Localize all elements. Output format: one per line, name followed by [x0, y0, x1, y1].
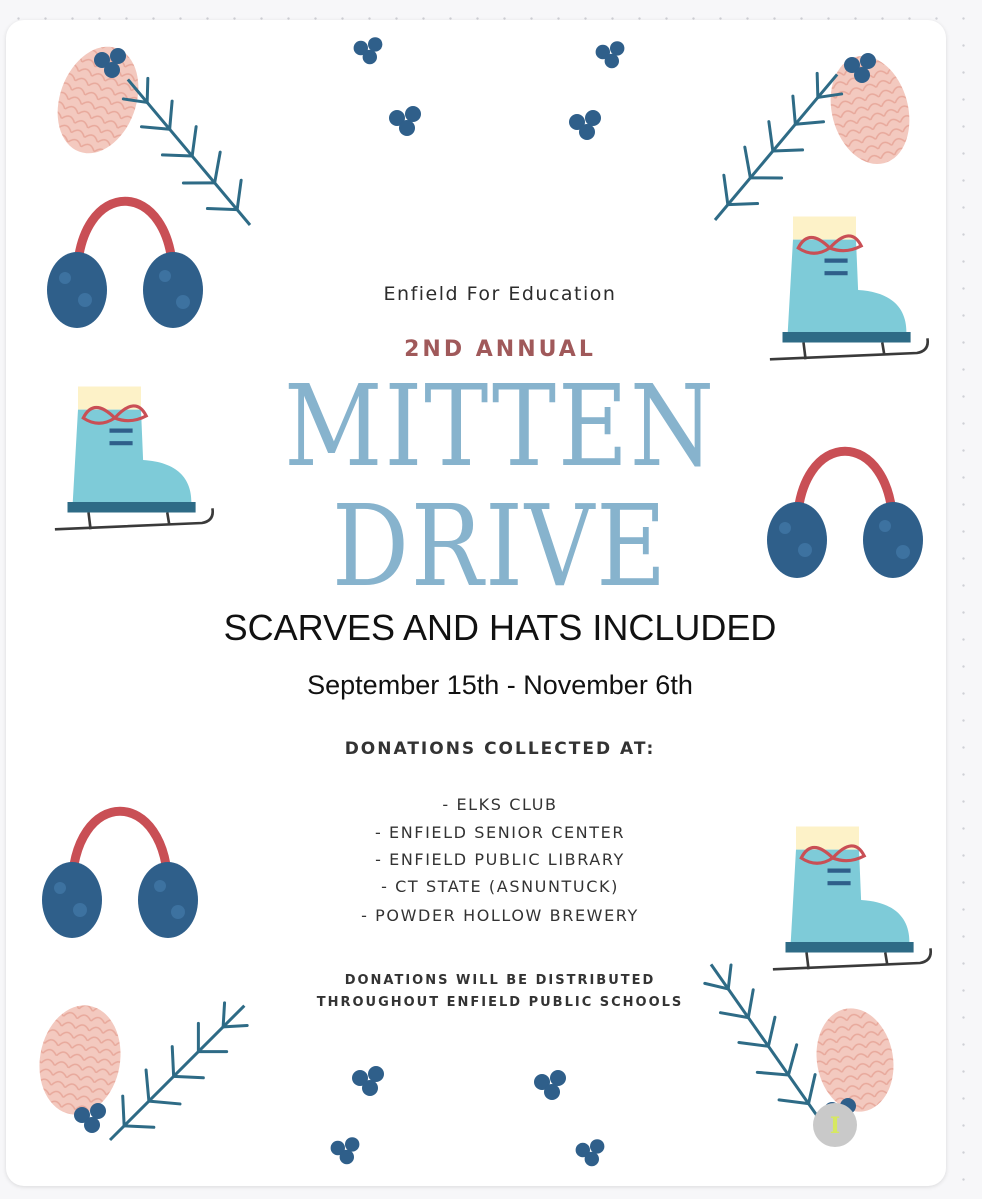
berry-cluster-icon — [389, 106, 421, 136]
earmuffs-icon — [47, 201, 203, 328]
berry-cluster-icon — [576, 1139, 605, 1166]
ice-skate-icon — [773, 827, 931, 970]
berry-cluster-icon — [534, 1070, 566, 1100]
logo-badge-icon — [813, 1103, 857, 1147]
location-item: - ENFIELD SENIOR CENTER — [374, 823, 626, 842]
organization-name: Enfield For Education — [383, 283, 617, 305]
pine-branch-icon — [93, 989, 261, 1157]
pine-branch-icon — [691, 951, 839, 1134]
ice-skate-icon — [55, 387, 213, 530]
berry-cluster-icon — [596, 41, 625, 68]
berry-cluster-icon — [331, 1137, 360, 1164]
date-range: September 15th - November 6th — [307, 670, 693, 700]
subtitle: SCARVES AND HATS INCLUDED — [223, 607, 777, 648]
berry-cluster-icon — [352, 1066, 384, 1096]
title-line-1: MITTEN — [284, 362, 716, 492]
location-item: - ELKS CLUB — [442, 795, 558, 814]
location-item: - CT STATE (ASNUNTUCK) — [381, 877, 619, 896]
distribution-note-line-1: DONATIONS WILL BE DISTRIBUTED — [344, 973, 656, 988]
edition-label: 2ND ANNUAL — [404, 337, 596, 362]
location-item: - POWDER HOLLOW BREWERY — [361, 906, 639, 925]
pinecone-icon — [809, 1002, 902, 1118]
berry-cluster-icon — [569, 110, 601, 140]
pine-branch-icon — [697, 59, 856, 235]
donations-heading: DONATIONS COLLECTED AT: — [344, 739, 656, 759]
berry-cluster-icon — [354, 37, 383, 64]
title-line-2: DRIVE — [331, 482, 669, 612]
distribution-note-line-2: THROUGHOUT ENFIELD PUBLIC SCHOOLS — [316, 995, 684, 1010]
ice-skate-icon — [770, 217, 928, 360]
svg-text:I: I — [829, 1113, 841, 1139]
earmuffs-icon — [767, 451, 923, 578]
earmuffs-icon — [42, 811, 198, 938]
pinecone-icon — [31, 999, 129, 1121]
location-item: - ENFIELD PUBLIC LIBRARY — [375, 850, 625, 869]
